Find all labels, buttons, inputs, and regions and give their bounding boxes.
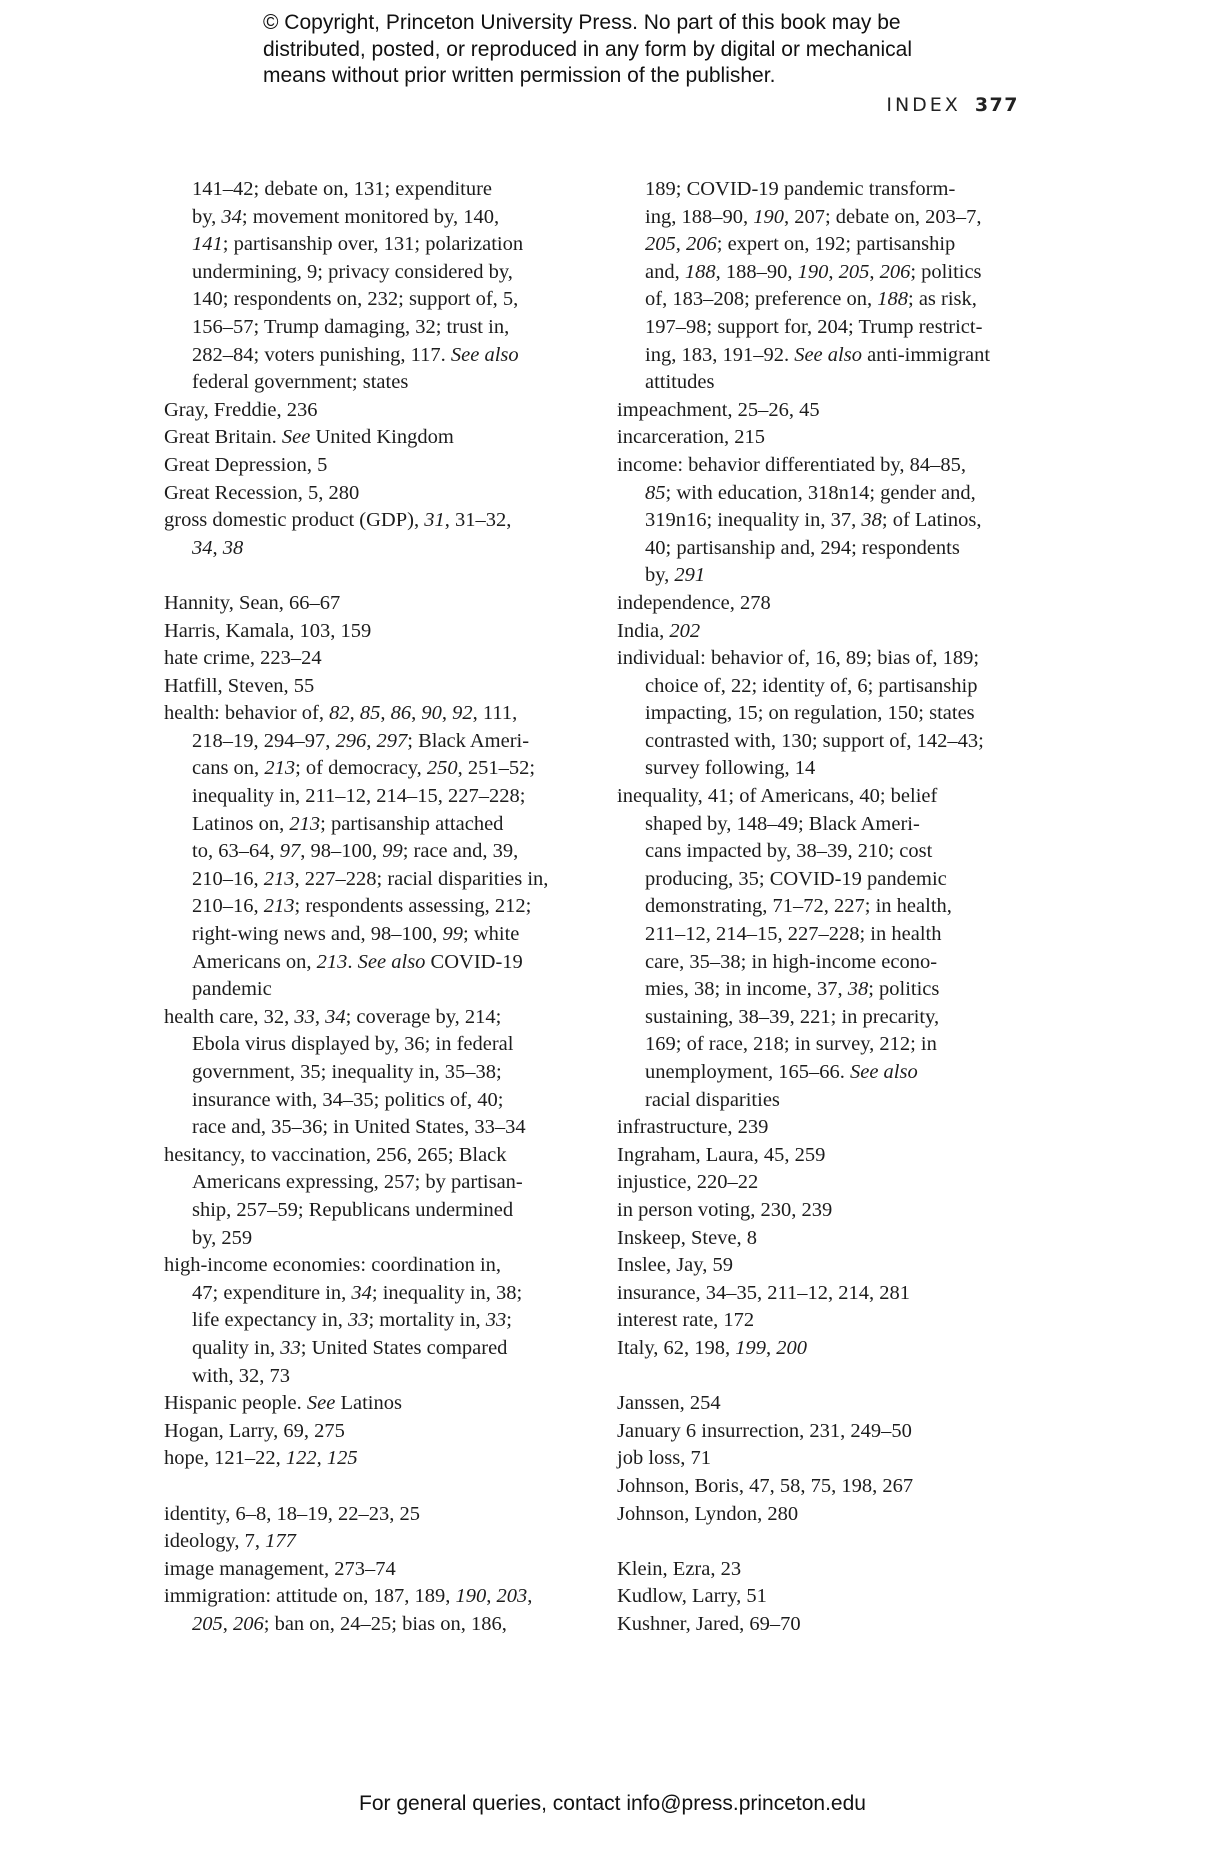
- page-number: 377: [974, 94, 1019, 116]
- index-entry: Klein, Ezra, 23: [617, 1557, 742, 1580]
- index-subentry-line: 205, 206; ban on, 24–25; bias on, 186,: [192, 1612, 507, 1635]
- index-subentry-line: with, 32, 73: [192, 1364, 290, 1387]
- index-subentry-line: ship, 257–59; Republicans undermined: [192, 1198, 514, 1221]
- index-entry: image management, 273–74: [164, 1557, 396, 1580]
- index-subentry-line: federal government; states: [192, 371, 409, 394]
- index-subentry-line: Ebola virus displayed by, 36; in federal: [192, 1033, 514, 1056]
- index-subentry-line: demonstrating, 71–72, 227; in health,: [645, 895, 952, 918]
- index-entry: January 6 insurrection, 231, 249–50: [617, 1419, 912, 1442]
- index-subentry-line: mies, 38; in income, 37, 38; politics: [645, 978, 940, 1001]
- copyright-line: © Copyright, Princeton University Press. No part of this book may be: [263, 11, 901, 34]
- index-subentry-line: 319n16; inequality in, 37, 38; of Latinos,: [645, 509, 982, 532]
- index-entry: Harris, Kamala, 103, 159: [164, 619, 372, 642]
- index-subentry-line: Latinos on, 213; partisanship attached: [192, 812, 504, 835]
- index-subentry-line: 34, 38: [192, 536, 244, 559]
- index-subentry-line: undermining, 9; privacy considered by,: [192, 260, 513, 283]
- index-entry: high-income economies: coordination in,: [164, 1254, 502, 1277]
- index-entry: Great Britain. See United Kingdom: [164, 426, 454, 449]
- running-head-label: INDEX: [886, 94, 961, 116]
- index-subentry-line: 156–57; Trump damaging, 32; trust in,: [192, 315, 510, 338]
- index-entry: income: behavior differentiated by, 84–85,: [617, 453, 966, 476]
- index-entry: independence, 278: [617, 591, 771, 614]
- index-entry: Johnson, Boris, 47, 58, 75, 198, 267: [617, 1474, 914, 1497]
- index-entry: Ingraham, Laura, 45, 259: [617, 1143, 826, 1166]
- index-subentry-line: attitudes: [645, 371, 715, 394]
- index-subentry-line: insurance with, 34–35; politics of, 40;: [192, 1088, 504, 1111]
- index-subentry-line: shaped by, 148–49; Black Ameri-: [645, 812, 920, 835]
- index-subentry-line: sustaining, 38–39, 221; in precarity,: [645, 1005, 940, 1028]
- index-entry: Johnson, Lyndon, 280: [617, 1502, 799, 1525]
- index-subentry-line: ing, 183, 191–92. See also anti-immigrant: [645, 343, 991, 366]
- index-subentry-line: and, 188, 188–90, 190, 205, 206; politics: [645, 260, 982, 283]
- index-subentry-line: 141–42; debate on, 131; expenditure: [192, 178, 493, 200]
- section-gap: [164, 1473, 584, 1501]
- index-subentry-line: unemployment, 165–66. See also: [645, 1061, 918, 1083]
- index-entry: Inskeep, Steve, 8: [617, 1226, 758, 1249]
- index-subentry-line: racial disparities: [645, 1088, 780, 1111]
- index-subentry-line: inequality in, 211–12, 214–15, 227–228;: [192, 785, 526, 808]
- index-subentry-line: Americans on, 213. See also COVID-19: [192, 950, 523, 973]
- index-subentry-line: 210–16, 213; respondents assessing, 212;: [192, 895, 532, 918]
- index-subentry-line: ing, 188–90, 190, 207; debate on, 203–7,: [645, 205, 982, 228]
- index-subentry-line: 210–16, 213, 227–228; racial disparities in,: [192, 867, 549, 890]
- index-entry: hesitancy, to vaccination, 256, 265; Black: [164, 1143, 507, 1166]
- index-subentry-line: care, 35–38; in high-income econo-: [645, 950, 938, 973]
- index-subentry-line: race and, 35–36; in United States, 33–34: [192, 1116, 526, 1139]
- index-subentry-line: 47; expenditure in, 34; inequality in, 38;: [192, 1281, 523, 1304]
- index-entry: Inslee, Jay, 59: [617, 1254, 733, 1277]
- index-subentry-line: by, 259: [192, 1226, 253, 1249]
- index-entry: infrastructure, 239: [617, 1116, 769, 1139]
- index-entry: Janssen, 254: [617, 1392, 721, 1415]
- index-entry: hope, 121–22, 122, 125: [164, 1447, 358, 1470]
- index-entry: Great Recession, 5, 280: [164, 481, 360, 504]
- index-entry: Hatfill, Steven, 55: [164, 674, 315, 697]
- index-entry: Great Depression, 5: [164, 453, 328, 476]
- section-gap: [617, 1528, 1037, 1556]
- index-subentry-line: 141; partisanship over, 131; polarization: [192, 233, 524, 256]
- index-subentry-line: contrasted with, 130; support of, 142–43;: [645, 729, 984, 752]
- footer-contact: For general queries, contact info@press.princeton.edu: [359, 1792, 866, 1815]
- index-entry: Kushner, Jared, 69–70: [617, 1612, 801, 1635]
- index-subentry-line: right-wing news and, 98–100, 99; white: [192, 923, 520, 946]
- index-entry: Hogan, Larry, 69, 275: [164, 1419, 345, 1442]
- index-column-left: [164, 176, 584, 1638]
- index-subentry-line: choice of, 22; identity of, 6; partisanship: [645, 674, 978, 697]
- index-entry: impeachment, 25–26, 45: [617, 398, 820, 421]
- index-subentry-line: 40; partisanship and, 294; respondents: [645, 536, 960, 559]
- index-entry: ideology, 7, 177: [164, 1530, 296, 1553]
- index-entry: India, 202: [617, 619, 701, 642]
- index-entry: health: behavior of, 82, 85, 86, 90, 92, 111,: [164, 702, 518, 725]
- index-subentry-line: 189; COVID-19 pandemic transform-: [645, 178, 956, 200]
- index-entry: individual: behavior of, 16, 89; bias of, 189;: [617, 647, 980, 670]
- index-subentry-line: impacting, 15; on regulation, 150; states: [645, 702, 975, 725]
- index-subentry-line: 205, 206; expert on, 192; partisanship: [645, 233, 956, 256]
- copyright-line: distributed, posted, or reproduced in any form by digital or mechanical: [263, 37, 913, 61]
- index-subentry-line: 282–84; voters punishing, 117. See also: [192, 343, 519, 366]
- index-subentry-line: quality in, 33; United States compared: [192, 1336, 508, 1359]
- index-entry: Italy, 62, 198, 199, 200: [617, 1336, 807, 1359]
- index-subentry-line: Americans expressing, 257; by partisan-: [192, 1171, 523, 1194]
- index-entry: Kudlow, Larry, 51: [617, 1585, 767, 1608]
- index-entry: in person voting, 230, 239: [617, 1198, 833, 1221]
- index-entry: injustice, 220–22: [617, 1171, 759, 1194]
- index-subentry-line: 140; respondents on, 232; support of, 5,: [192, 288, 519, 311]
- index-entry: inequality, 41; of Americans, 40; belief: [617, 785, 938, 808]
- index-subentry-line: 218–19, 294–97, 296, 297; Black Ameri-: [192, 729, 530, 752]
- index-subentry-line: pandemic: [192, 978, 272, 1001]
- copyright-notice: [263, 10, 1023, 90]
- index-subentry-line: government, 35; inequality in, 35–38;: [192, 1061, 502, 1083]
- copyright-line: means without prior written permission of the publisher.: [263, 64, 776, 87]
- index-column-right: [617, 176, 1037, 1638]
- index-entry: immigration: attitude on, 187, 189, 190, 203,: [164, 1585, 533, 1608]
- index-subentry-line: 85; with education, 318n14; gender and,: [645, 481, 976, 504]
- index-subentry-line: of, 183–208; preference on, 188; as risk,: [645, 288, 977, 311]
- index-entry: interest rate, 172: [617, 1309, 755, 1332]
- index-entry: incarceration, 215: [617, 426, 765, 449]
- index-entry: identity, 6–8, 18–19, 22–23, 25: [164, 1502, 421, 1525]
- index-subentry-line: survey following, 14: [645, 757, 816, 780]
- index-subentry-line: life expectancy in, 33; mortality in, 33;: [192, 1309, 512, 1332]
- index-subentry-line: 211–12, 214–15, 227–228; in health: [645, 923, 942, 946]
- index-subentry-line: cans on, 213; of democracy, 250, 251–52;: [192, 757, 536, 780]
- index-subentry-line: producing, 35; COVID-19 pandemic: [645, 867, 947, 890]
- section-gap: [164, 562, 584, 590]
- index-subentry-line: by, 291: [645, 564, 706, 587]
- index-subentry-line: to, 63–64, 97, 98–100, 99; race and, 39,: [192, 840, 519, 863]
- index-subentry-line: 197–98; support for, 204; Trump restrict-: [645, 315, 983, 338]
- index-entry: job loss, 71: [617, 1447, 711, 1470]
- index-subentry-line: 169; of race, 218; in survey, 212; in: [645, 1033, 937, 1056]
- index-entry: Gray, Freddie, 236: [164, 398, 318, 421]
- index-entry: gross domestic product (GDP), 31, 31–32,: [164, 509, 512, 532]
- index-entry: health care, 32, 33, 34; coverage by, 214;: [164, 1005, 502, 1028]
- index-entry: Hannity, Sean, 66–67: [164, 591, 341, 614]
- index-entry: hate crime, 223–24: [164, 647, 322, 670]
- index-entry: Hispanic people. See Latinos: [164, 1392, 402, 1415]
- section-gap: [617, 1363, 1037, 1391]
- index-subentry-line: by, 34; movement monitored by, 140,: [192, 205, 500, 228]
- running-head: [886, 94, 1019, 116]
- index-subentry-line: cans impacted by, 38–39, 210; cost: [645, 840, 933, 863]
- index-entry: insurance, 34–35, 211–12, 214, 281: [617, 1281, 911, 1304]
